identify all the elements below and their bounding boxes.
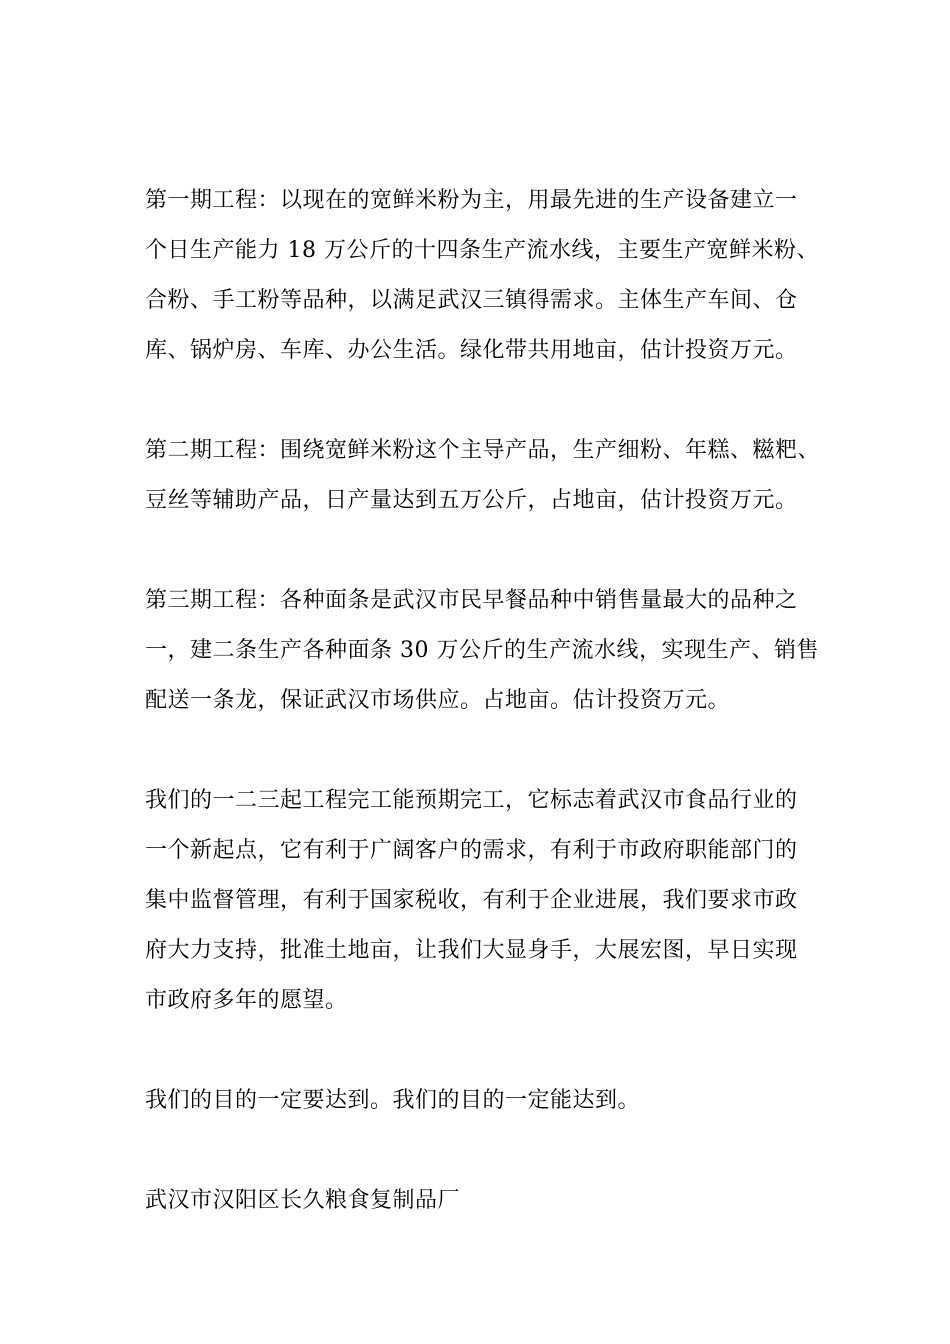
text-line: 市政府多年的愿望。 xyxy=(145,988,348,1013)
text-line: 第二期工程：围绕宽鲜米粉这个主导产品，生产细粉、年糕、糍粑、 xyxy=(145,438,821,463)
text-line: 豆丝等辅助产品，日产量达到五万公斤，占地亩，估计投资万元。 xyxy=(145,488,798,513)
text-line: 一个新起点，它有利于广阔客户的需求，有利于市政府职能部门的 xyxy=(145,838,798,863)
text-line: 集中监督管理，有利于国家税收，有利于企业进展，我们要求市政 xyxy=(145,888,798,913)
text-line: 第三期工程：各种面条是武汉市民早餐品种中销售量最大的品种之 xyxy=(145,588,798,613)
text-line: 我们的目的一定要达到。我们的目的一定能达到。 xyxy=(145,1088,641,1113)
text-line: 合粉、手工粉等品种，以满足武汉三镇得需求。主体生产车间、仓 xyxy=(145,288,798,313)
text-line: 个日生产能力 18 万公斤的十四条生产流水线，主要生产宽鲜米粉、 xyxy=(145,238,819,263)
text-line: 府大力支持，批准土地亩，让我们大显身手，大展宏图，早日实现 xyxy=(145,938,798,963)
text-line: 库、锅炉房、车库、办公生活。绿化带共用地亩，估计投资万元。 xyxy=(145,338,798,363)
text-line: 一，建二条生产各种面条 30 万公斤的生产流水线，实现生产、销售 xyxy=(145,638,819,663)
text-line: 配送一条龙，保证武汉市场供应。占地亩。估计投资万元。 xyxy=(145,688,731,713)
text-line: 第一期工程：以现在的宽鲜米粉为主，用最先进的生产设备建立一 xyxy=(145,188,798,213)
text-line: 我们的一二三起工程完工能预期完工，它标志着武汉市食品行业的 xyxy=(145,788,798,813)
text-line: 武汉市汉阳区长久粮食复制品厂 xyxy=(145,1188,461,1213)
